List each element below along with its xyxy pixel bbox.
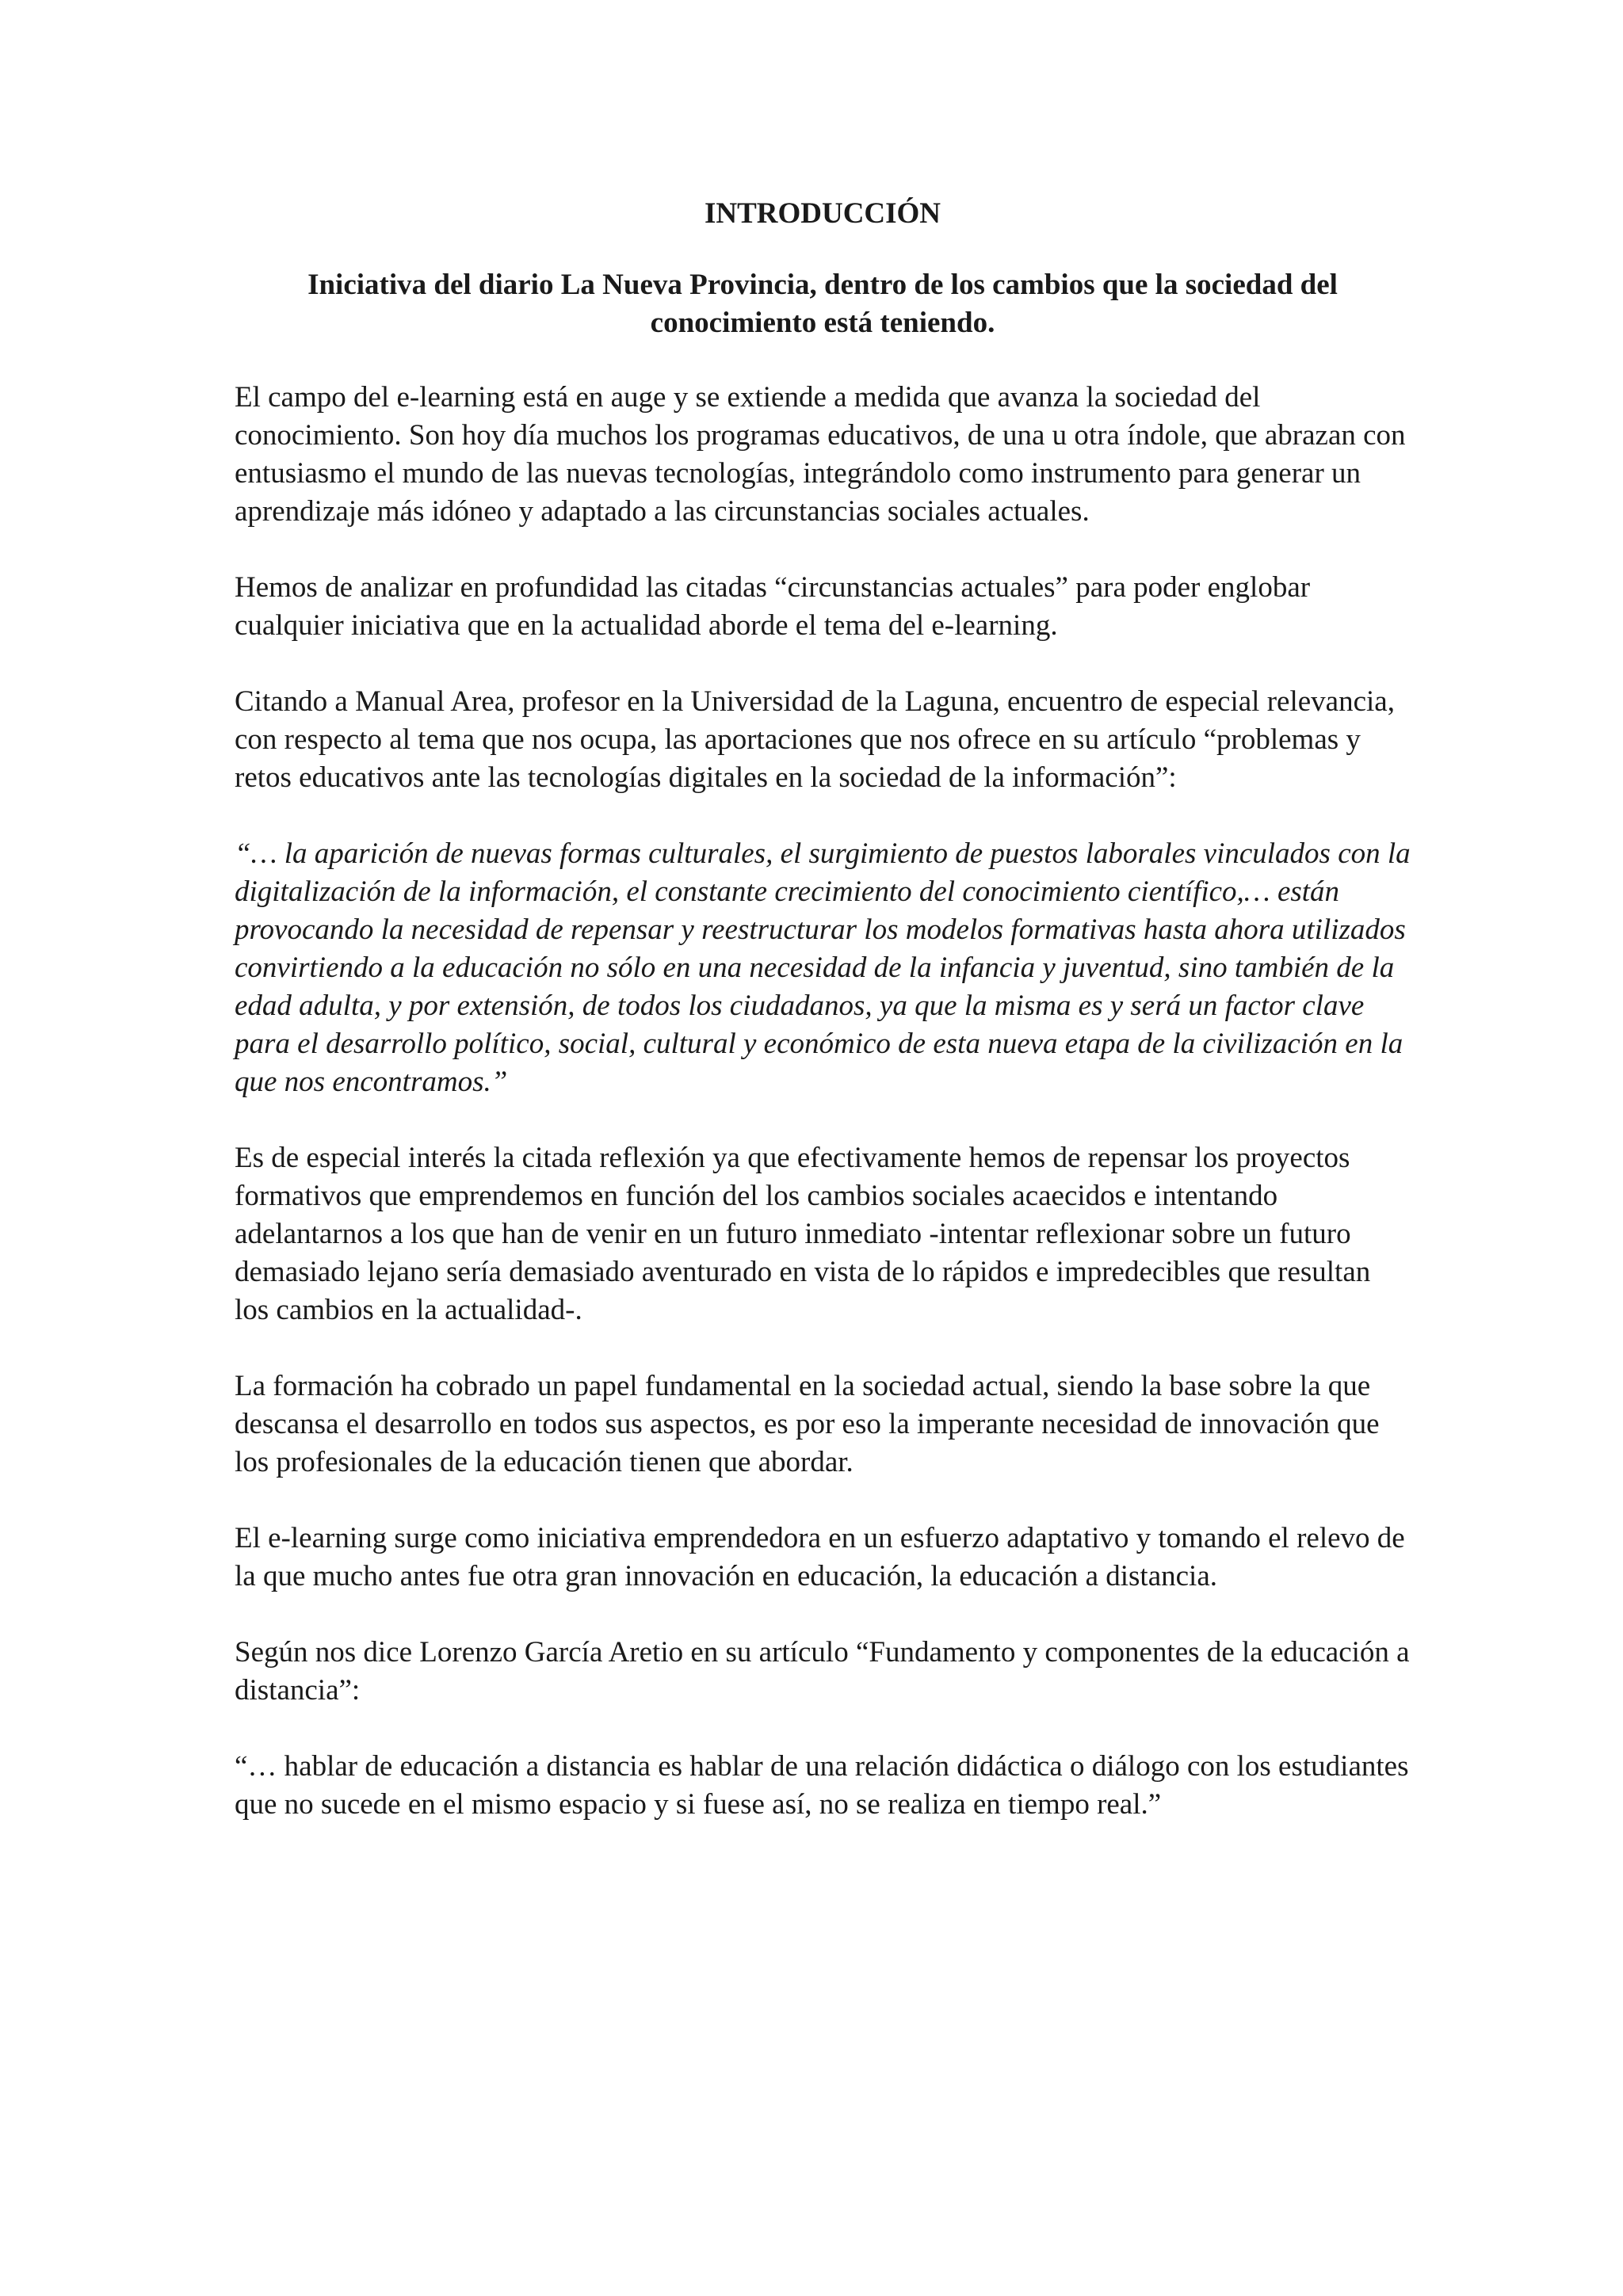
paragraph-reflexion: Es de especial interés la citada reflexión ya que efectivamente hemos de repensar los proyectos formativos que emprendemos en función del los cambios sociales acaecidos e intentando adelantarnos a los que han de venir en un futuro inmediato -intentar reflexionar sobre un futuro demasiado lejano sería demasiado aventurado en vista de lo rápidos e impredecibles que resultan los cambios en la actualidad-. — [235, 1142, 1371, 1326]
paragraph-circunstancias: Hemos de analizar en profundidad las citadas “circunstancias actuales” para poder englobar cualquier iniciativa que en la actualidad aborde el tema del e-learning. — [235, 571, 1311, 642]
quote-garcia-aretio: “… hablar de educación a distancia es hablar de una relación didáctica o diálogo con los estudiantes que no sucede en el mismo espacio y si fuese así, no se realiza en tiempo real.” — [235, 1750, 1409, 1821]
document-subtitle: Iniciativa del diario La Nueva Provincia, dentro de los cambios que la sociedad del conocimiento está teniendo. — [307, 269, 1338, 339]
paragraph-elearning-auge: El campo del e-learning está en auge y se extiende a medida que avanza la sociedad del conocimiento. Son hoy día muchos los programas educativos, de una u otra índole, que abrazan con entusiasmo el mundo de las nuevas tecnologías, integrándolo como instrumento para generar un aprendizaje más idóneo y adaptado a las circunstancias sociales actuales. — [235, 381, 1406, 528]
quote-manual-area: “… la aparición de nuevas formas culturales, el surgimiento de puestos laborales vinculados con la digitalización de la información, el constante crecimiento del conocimiento científico,… están provocando la necesidad de repensar y reestructurar los modelos formativas hasta ahora utilizados convirtiendo a la educación no sólo en una necesidad de la infancia y juventud, sino también de la edad adulta, y por extensión, de todos los ciudadanos, ya que la misma es y será un factor clave para el desarrollo político, social, cultural y económico de esta nueva etapa de la civilización en la que nos encontramos.” — [235, 837, 1411, 1098]
paragraph-formacion: La formación ha cobrado un papel fundamental en la sociedad actual, siendo la base sobre la que descansa el desarrollo en todos sus aspectos, es por eso la imperante necesidad de innovación que los profesionales de la educación tienen que abordar. — [235, 1370, 1380, 1478]
paragraph-manual-area: Citando a Manual Area, profesor en la Universidad de la Laguna, encuentro de especial relevancia, con respecto al tema que nos ocupa, las aportaciones que nos ofrece en su artículo “problemas y retos educativos ante las tecnologías digitales en la sociedad de la información”: — [235, 685, 1395, 794]
paragraph-garcia-aretio: Según nos dice Lorenzo García Aretio en su artículo “Fundamento y componentes de la educación a distancia”: — [235, 1636, 1410, 1707]
paragraph-elearning-surge: El e-learning surge como iniciativa emprendedora en un esfuerzo adaptativo y tomando el relevo de la que mucho antes fue otra gran innovación en educación, la educación a distancia. — [235, 1522, 1405, 1592]
document-title: INTRODUCCIÓN — [704, 197, 941, 230]
document-body — [235, 195, 1411, 1862]
